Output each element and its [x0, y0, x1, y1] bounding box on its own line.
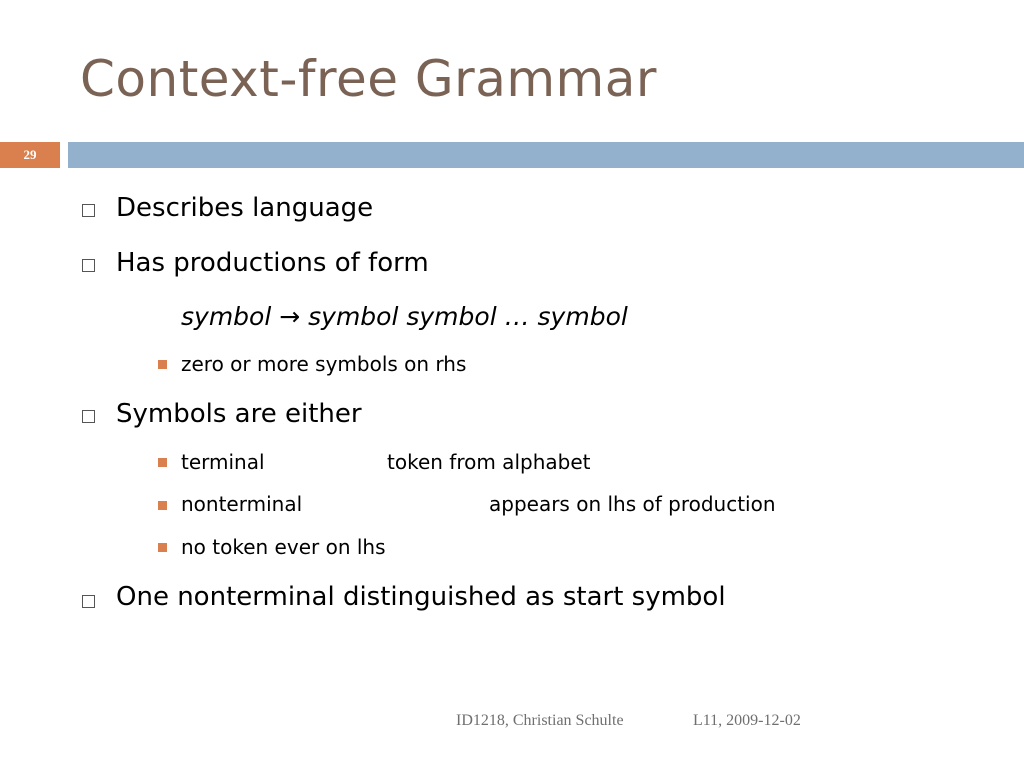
sub-bullet-terminal: terminal [181, 450, 265, 474]
title-band [68, 142, 1024, 168]
filled-square-icon [158, 543, 167, 552]
nonterminal-description: appears on lhs of production [489, 492, 776, 516]
sub-bullet-nonterminal: nonterminal [181, 492, 303, 516]
filled-square-icon [158, 360, 167, 369]
slide-title: Context-free Grammar [80, 50, 657, 108]
bullet-symbols-are-either: Symbols are either [116, 399, 362, 429]
bullet-describes-language: Describes language [116, 193, 374, 223]
filled-square-icon [158, 458, 167, 467]
bullet-start-symbol: One nonterminal distinguished as start symbol [116, 582, 726, 612]
sub-bullet-no-token: no token ever on lhs [181, 535, 386, 559]
hollow-square-icon [82, 204, 95, 217]
hollow-square-icon [82, 259, 95, 272]
production-form: symbol → symbol symbol … symbol [181, 302, 628, 331]
hollow-square-icon [82, 410, 95, 423]
filled-square-icon [158, 501, 167, 510]
hollow-square-icon [82, 595, 95, 608]
bullet-has-productions: Has productions of form [116, 248, 429, 278]
footer-lecture: L11, 2009-12-02 [693, 712, 801, 729]
footer-course: ID1218, Christian Schulte [456, 712, 624, 729]
slide-number: 29 [0, 142, 60, 168]
sub-bullet-zero-or-more: zero or more symbols on rhs [181, 352, 467, 376]
terminal-description: token from alphabet [387, 450, 591, 474]
